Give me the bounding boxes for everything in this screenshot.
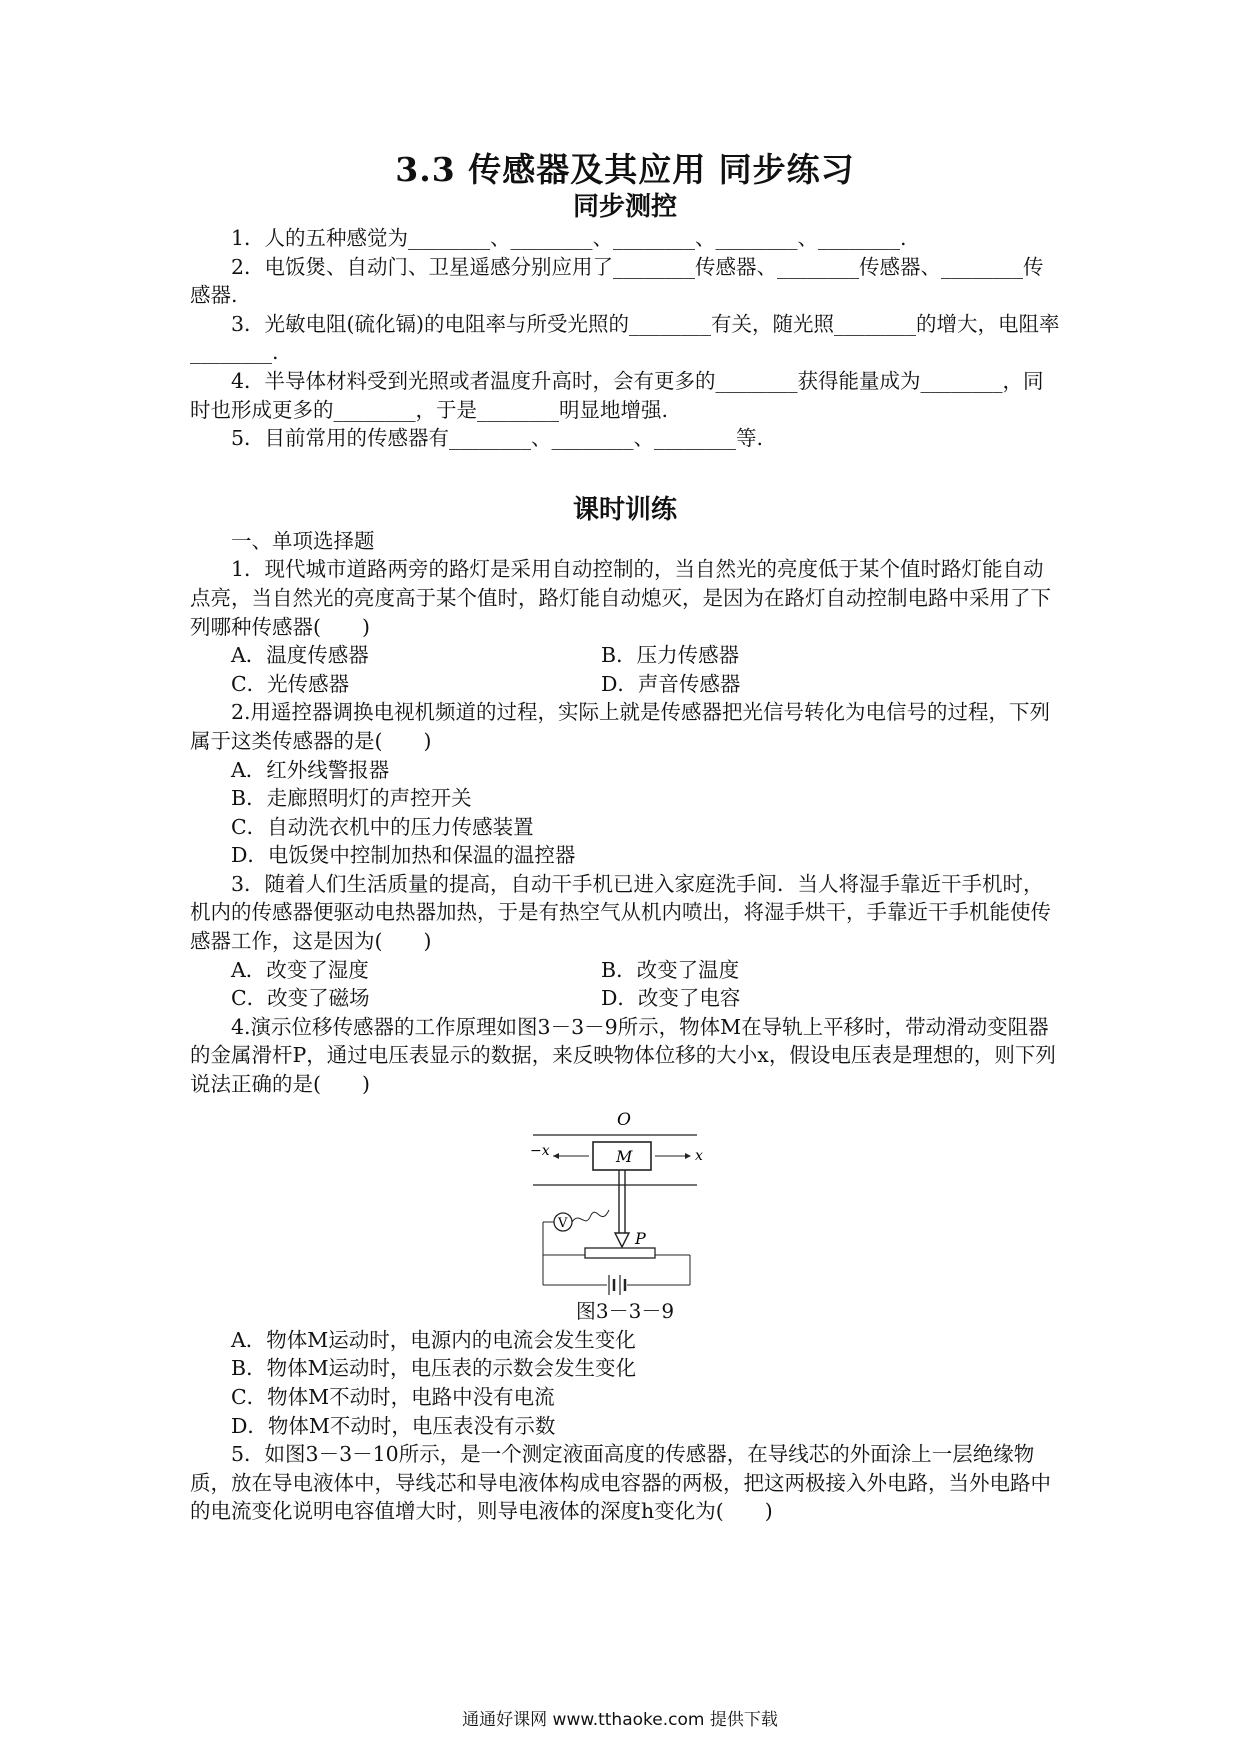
option: A．物体M运动时，电源内的电流会发生变化 <box>231 1327 636 1352</box>
option: C．改变了磁场 <box>231 986 370 1011</box>
page-footer: 通通好课网 www.tthaoke.com 提供下载 <box>462 1710 778 1730</box>
option: B．压力传感器 <box>601 643 740 668</box>
label-v: V <box>558 1215 568 1231</box>
option: A．改变了湿度 <box>231 957 369 982</box>
label-x: x <box>695 1147 703 1164</box>
section-title-sync-test: 同步测控 <box>572 192 677 222</box>
circuit-diagram <box>525 1105 725 1290</box>
option: C．光传感器 <box>231 671 350 696</box>
question-3-stem: 3．随着人们生活质量的提高，自动干手机已进入家庭洗手间．当人将湿手靠近干手机时，机内的传感器便驱动电热器加热，于是有热空气从机内喷出，将湿手烘干，手靠近干手机能使传感器工作，这是因为( ) <box>190 871 1051 954</box>
option: D．电饭煲中控制加热和保温的温控器 <box>231 843 576 868</box>
question-3-options-row-2 <box>190 984 1060 1013</box>
arrow-right-head <box>685 1153 691 1159</box>
part-label: 一、单项选择题 <box>231 528 375 553</box>
section-gap <box>190 453 1060 493</box>
fill-question-4: 4．半导体材料受到光照或者温度升高时，会有更多的________获得能量成为________，同时也形成更多的________，于是________明显地增强. <box>190 368 1044 422</box>
option: B．走廊照明灯的声控开关 <box>231 786 472 811</box>
arrow-left-head <box>553 1153 559 1159</box>
fill-question-5: 5．目前常用的传感器有________、________、________等. <box>231 426 764 451</box>
question-5-stem: 5．如图3－3－10所示，是一个测定液面高度的传感器，在导线芯的外面涂上一层绝缘物质，放在导电液体中，导线芯和导电液体构成电容器的两极，把这两极接入外电路，当外电路中的电流变化说明电容值增大时，则导电液体的深度h变化为( ) <box>190 1442 1051 1524</box>
slider-tip <box>615 1233 629 1247</box>
option: A．温度传感器 <box>231 643 369 668</box>
question-3-options-row-1 <box>190 956 1060 985</box>
label-neg-x: −x <box>530 1142 550 1159</box>
option: C．自动洗衣机中的压力传感装置 <box>231 814 534 839</box>
option: D．物体M不动时，电压表没有示数 <box>231 1413 556 1438</box>
question-1-stem: 1．现代城市道路两旁的路灯是采用自动控制的，当自然光的亮度低于某个值时路灯能自动点亮，当自然光的亮度高于某个值时，路灯能自动熄灭，是因为在路灯自动控制电路中采用了下列哪种传感器( ) <box>190 557 1051 639</box>
fill-question-1: 1．人的五种感觉为________、________、________、________、________. <box>231 226 907 250</box>
wire-wavy <box>572 1210 609 1222</box>
label-o: O <box>617 1109 631 1130</box>
label-p: P <box>635 1228 646 1248</box>
figure-displacement-sensor <box>190 1105 1060 1326</box>
resistor <box>585 1248 655 1258</box>
fill-question-3: 3．光敏电阻(硫化镉)的电阻率与所受光照的________有关，随光照________的增大，电阻率________. <box>190 311 1060 365</box>
label-m: M <box>616 1146 633 1166</box>
question-4-stem: 4.演示位移传感器的工作原理如图3－3－9所示，物体M在导轨上平移时，带动滑动变阻器的金属滑杆P，通过电压表显示的数据，来反映物体位移的大小x，假设电压表是理想的，则下列说法正确的是( ) <box>190 1014 1056 1097</box>
option: D．声音传感器 <box>601 671 741 696</box>
option: B．改变了温度 <box>601 957 740 982</box>
figure-caption: 图3－3－9 <box>575 1299 675 1324</box>
question-1-options-row-1 <box>190 641 1060 670</box>
option: A．红外线警报器 <box>231 757 390 782</box>
option: C．物体M不动时，电路中没有电流 <box>231 1385 555 1409</box>
document-content <box>190 150 1060 1526</box>
section-title-class-training: 课时训练 <box>572 494 677 525</box>
fill-question-2: 2．电饭煲、自动门、卫星遥感分别应用了________传感器、________传感器、________传感器. <box>190 254 1044 308</box>
option: D．改变了电容 <box>601 986 741 1011</box>
page-title: 3.3 传感器及其应用 同步练习 <box>395 150 855 189</box>
question-2-stem: 2.用遥控器调换电视机频道的过程，实际上就是传感器把光信号转化为电信号的过程，下列属于这类传感器的是( ) <box>190 700 1051 753</box>
option: B．物体M运动时，电压表的示数会发生变化 <box>231 1356 637 1381</box>
question-1-options-row-2 <box>190 670 1060 699</box>
